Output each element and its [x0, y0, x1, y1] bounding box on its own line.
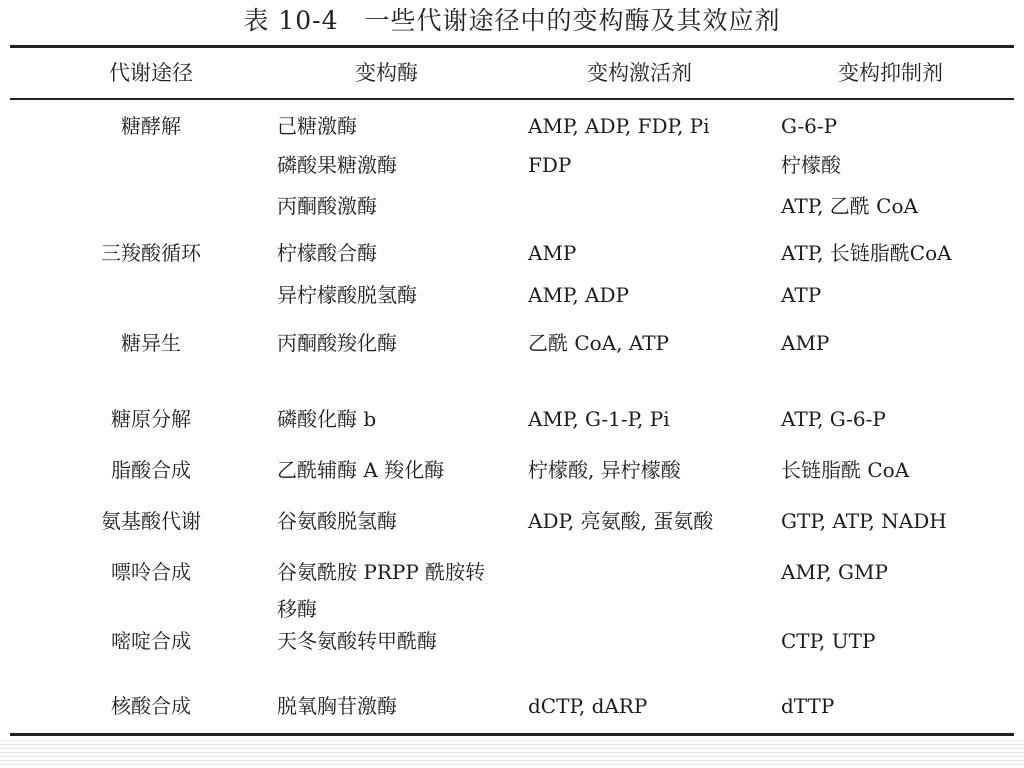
footer-stripes	[0, 740, 1024, 768]
cell-inhibitor: 长链脂酰 CoA	[781, 458, 910, 482]
cell-enzyme: 天冬氨酸转甲酰酶	[277, 629, 437, 653]
cell-inhibitor: CTP, UTP	[781, 629, 876, 653]
cell-enzyme: 谷氨酰胺 PRPP 酰胺转	[277, 560, 486, 584]
cell-inhibitor: dTTP	[781, 694, 835, 718]
header-inhibitor: 变构抑制剂	[838, 61, 943, 85]
cell-pathway: 核酸合成	[111, 694, 191, 718]
cell-activator: dCTP, dARP	[528, 694, 648, 718]
cell-activator: FDP	[528, 153, 572, 177]
cell-inhibitor: G-6-P	[781, 114, 838, 138]
cell-pathway: 嘧啶合成	[111, 629, 191, 653]
cell-enzyme: 脱氧胸苷激酶	[277, 694, 397, 718]
cell-enzyme: 谷氨酸脱氢酶	[277, 509, 397, 533]
table-caption: 一些代谢途径中的变构酶及其效应剂	[364, 6, 781, 35]
header-enzyme: 变构酶	[355, 61, 418, 85]
cell-pathway: 糖异生	[121, 331, 181, 355]
cell-activator: 乙酰 CoA, ATP	[528, 331, 670, 355]
cell-activator: AMP, ADP, FDP, Pi	[528, 114, 710, 138]
table-number: 表 10-4	[243, 6, 339, 35]
cell-pathway: 三羧酸循环	[101, 241, 201, 265]
cell-pathway: 糖原分解	[111, 407, 191, 431]
cell-enzyme: 磷酸化酶 b	[277, 407, 377, 431]
table-title	[0, 4, 1024, 38]
cell-enzyme: 丙酮酸激酶	[277, 194, 377, 218]
cell-activator: 柠檬酸, 异柠檬酸	[528, 458, 681, 482]
cell-enzyme-continued: 移酶	[277, 597, 317, 621]
cell-inhibitor: 柠檬酸	[781, 153, 841, 177]
cell-enzyme: 己糖激酶	[277, 114, 357, 138]
cell-inhibitor: GTP, ATP, NADH	[781, 509, 947, 533]
cell-activator: ADP, 亮氨酸, 蛋氨酸	[528, 509, 714, 533]
cell-inhibitor: ATP	[781, 283, 822, 307]
bottom-rule	[10, 733, 1014, 736]
cell-enzyme: 磷酸果糖激酶	[277, 153, 397, 177]
cell-pathway: 糖酵解	[121, 114, 181, 138]
cell-enzyme: 乙酰辅酶 A 羧化酶	[277, 458, 445, 482]
top-rule	[10, 45, 1014, 48]
cell-inhibitor: ATP, 乙酰 CoA	[781, 194, 918, 218]
cell-activator: AMP	[528, 241, 577, 265]
cell-inhibitor: ATP, 长链脂酰CoA	[781, 241, 952, 265]
cell-pathway: 脂酸合成	[111, 458, 191, 482]
header-pathway: 代谢途径	[109, 61, 193, 85]
cell-enzyme: 丙酮酸羧化酶	[277, 331, 397, 355]
header-activator: 变构激活剂	[587, 61, 692, 85]
cell-inhibitor: ATP, G-6-P	[781, 407, 886, 431]
cell-activator: AMP, G-1-P, Pi	[528, 407, 670, 431]
cell-pathway: 氨基酸代谢	[101, 509, 201, 533]
cell-inhibitor: AMP	[781, 331, 830, 355]
cell-activator: AMP, ADP	[528, 283, 629, 307]
cell-enzyme: 柠檬酸合酶	[277, 241, 377, 265]
cell-pathway: 嘌呤合成	[111, 560, 191, 584]
cell-inhibitor: AMP, GMP	[781, 560, 888, 584]
cell-enzyme: 异柠檬酸脱氢酶	[277, 283, 417, 307]
header-rule	[10, 98, 1014, 100]
